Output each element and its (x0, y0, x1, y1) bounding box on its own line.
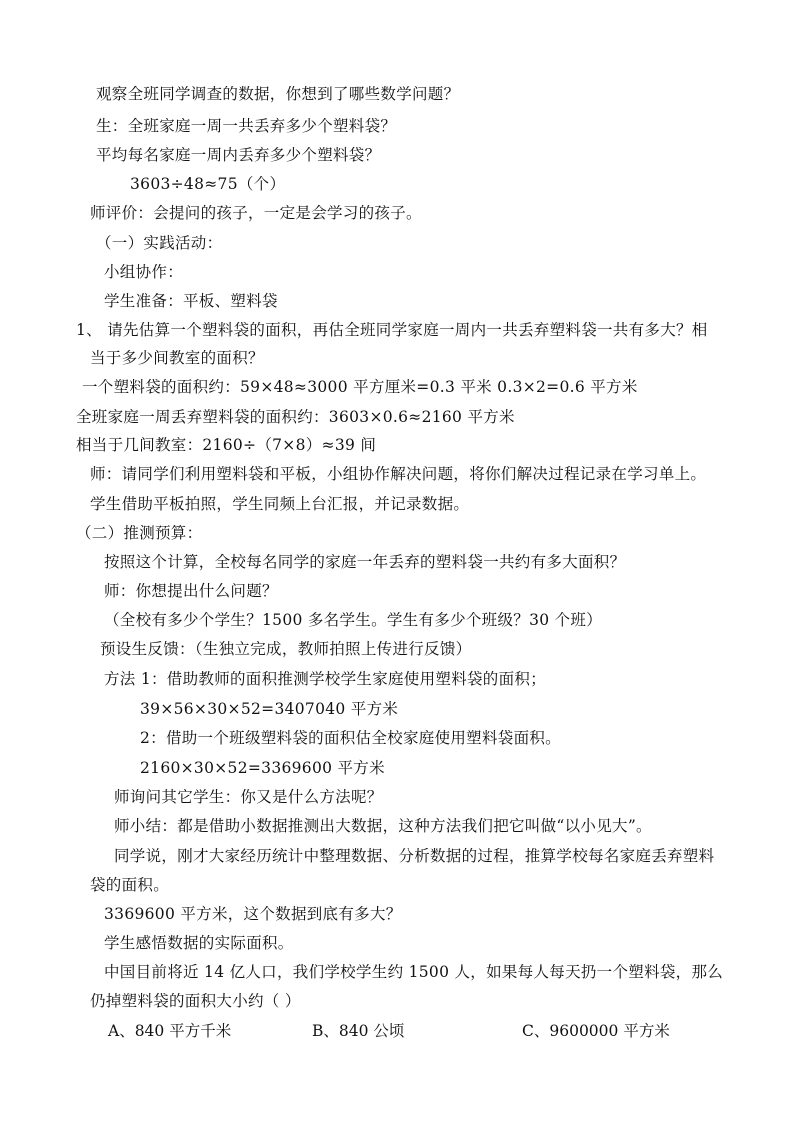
text-line: 生：全班家庭一周一共丢弃多少个塑料袋？ (96, 117, 397, 135)
text-line: 师询问其它学生：你又是什么方法呢？ (114, 788, 383, 806)
option-a: A、840 平方千米 (108, 1022, 232, 1040)
text-line: 39×56×30×52=3407040 平方米 (140, 700, 399, 718)
option-b: B、840 公顷 (312, 1022, 405, 1040)
text-line: 学生准备：平板、塑料袋 (104, 292, 278, 310)
text-line: 当于多少间教室的面积？ (90, 349, 264, 367)
text-line: 同学说，刚才大家经历统计中整理数据、分析数据的过程，推算学校每名家庭丢弃塑料 (114, 847, 715, 865)
text-line: 袋的面积。 (90, 876, 170, 894)
text-line: 观察全班同学调查的数据，你想到了哪些数学问题？ (96, 85, 460, 103)
text-line: 师：你想提出什么问题？ (104, 582, 278, 600)
text-line: 相当于几间教室：2160÷（7×8）≈39 间 (76, 436, 377, 454)
text-line: （全校有多少个学生？1500 多名学生。学生有多少个班级？30 个班） (104, 611, 603, 629)
question-text: 中国目前将近 14 亿人口，我们学校学生约 1500 人，如果每人每天扔一个塑料袋，那么 (104, 963, 724, 981)
text-line: 小组协作： (104, 263, 184, 281)
section-heading: （二）推测预算： (76, 524, 203, 542)
text-line: 2160×30×52=3369600 平方米 (140, 759, 385, 777)
text-line: 3369600 平方米，这个数据到底有多大？ (104, 905, 402, 923)
numbered-item: 1、 请先估算一个塑料袋的面积，再估全班同学家庭一周内一共丢弃塑料袋一共有多大？相 (76, 321, 708, 339)
text-line: 师：请同学们利用塑料袋和平板，小组协作解决问题，将你们解决过程记录在学习单上。 (90, 465, 707, 483)
text-line: 按照这个计算，全校每名同学的家庭一年丢弃的塑料袋一共约有多大面积？ (104, 553, 626, 571)
text-line: 学生感悟数据的实际面积。 (104, 934, 294, 952)
text-line: 2：借助一个班级塑料袋的面积估全校家庭使用塑料袋面积。 (140, 729, 561, 747)
text-line: 一个塑料袋的面积约：59×48≈3000 平方厘米=0.3 平米 0.3×2=0.6 平方米 (82, 378, 638, 396)
question-blank: 仍掉塑料袋的面积大小约（ ） (90, 992, 301, 1010)
option-c: C、9600000 平方米 (522, 1022, 670, 1040)
text-line: 师小结：都是借助小数据推测出大数据，这种方法我们把它叫做“以小见大”。 (114, 817, 652, 835)
text-line: 学生借助平板拍照，学生同频上台汇报，并记录数据。 (90, 495, 470, 513)
text-line: 方法 1：借助教师的面积推测学校学生家庭使用塑料袋的面积； (104, 670, 546, 688)
text-line: 师评价：会提问的孩子，一定是会学习的孩子。 (90, 204, 422, 222)
text-line: 3603÷48≈75（个） (130, 175, 286, 193)
text-line: 平均每名家庭一周内丢弃多少个塑料袋？ (96, 146, 381, 164)
text-line: 全班家庭一周丢弃塑料袋的面积约：3603×0.6≈2160 平方米 (76, 408, 515, 426)
section-heading: （一）实践活动： (96, 234, 223, 252)
text-line: 预设生反馈：（生独立完成，教师拍照上传进行反馈） (100, 640, 472, 658)
